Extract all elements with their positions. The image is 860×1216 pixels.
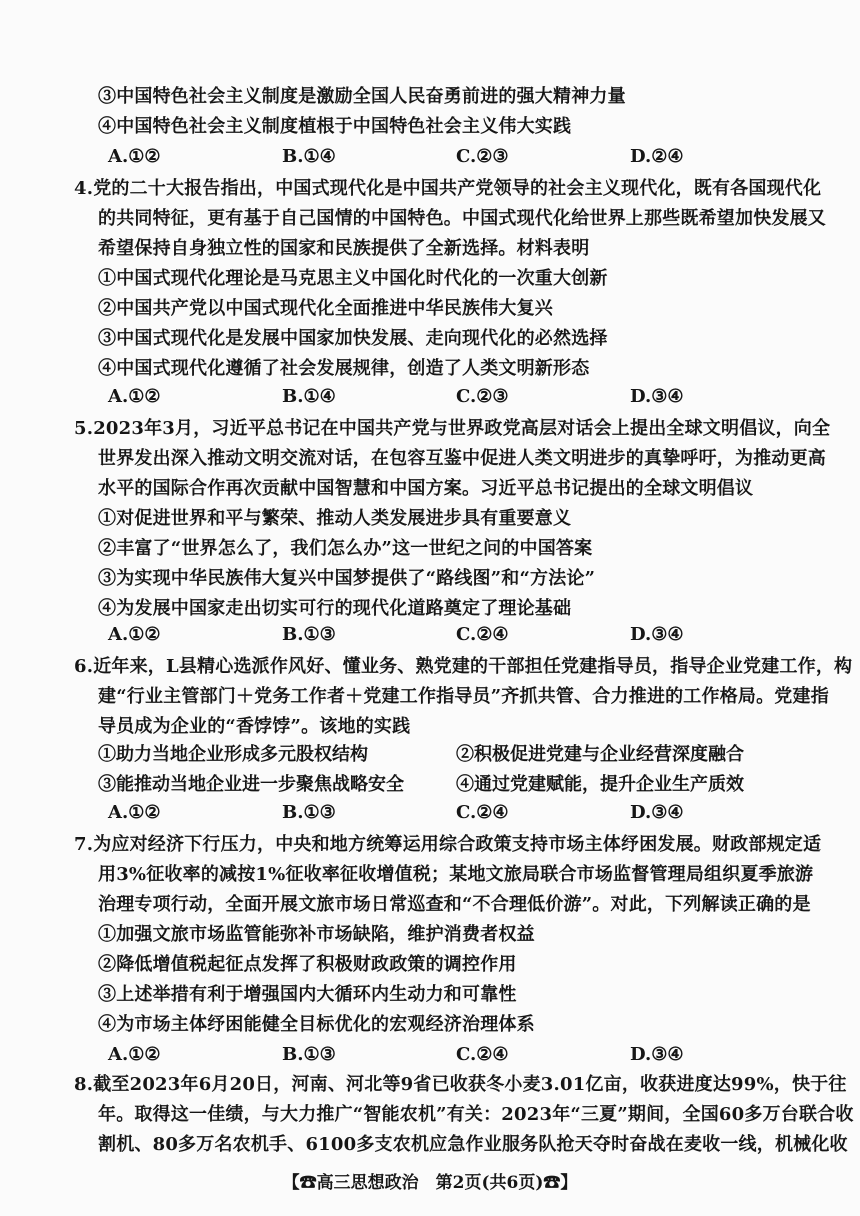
- q8-stem-line-2: 年。取得这一佳绩，与大力推广“智能农机”有关：2023年“三夏”期间，全国60多万台联合收: [98, 1104, 854, 1125]
- q5-stem-line-1: 5.2023年3月，习近平总书记在中国共产党与世界政党高层对话会上提出全球文明倡议，向全: [74, 418, 831, 439]
- q6-choice-a: A.①②: [108, 802, 161, 823]
- q7-option-3: ③上述举措有利于增强国内大循环内生动力和可靠性: [98, 984, 517, 1005]
- q4-choices: [108, 382, 708, 412]
- q5-option-2: ②丰富了“世界怎么了，我们怎么办”这一世纪之问的中国答案: [98, 538, 593, 559]
- q4-choice-d: D.③④: [630, 386, 684, 407]
- q7-choice-d: D.③④: [630, 1044, 684, 1065]
- q6-options-row-1: [98, 740, 778, 770]
- q5-option-3: ③为实现中华民族伟大复兴中国梦提供了“路线图”和“方法论”: [98, 568, 596, 589]
- q3-choice-c: C.②③: [456, 146, 509, 167]
- q3-choices: [108, 142, 708, 172]
- q4-stem-line-2: 的共同特征，更有基于自己国情的中国特色。中国式现代化给世界上那些既希望加快发展又: [98, 208, 826, 229]
- q7-stem-line-3: 治理专项行动，全面开展文旅市场日常巡查和“不合理低价游”。对此，下列解读正确的是: [98, 894, 811, 915]
- q5-choices: [108, 620, 708, 650]
- q7-choice-a: A.①②: [108, 1044, 161, 1065]
- q6-choices: [108, 798, 708, 828]
- page-footer: 【☎高三思想政治 第2页(共6页)☎】: [282, 1173, 578, 1193]
- q5-stem-line-3: 水平的国际合作再次贡献中国智慧和中国方案。习近平总书记提出的全球文明倡议: [98, 478, 754, 499]
- q6-choice-d: D.③④: [630, 802, 684, 823]
- q5-choice-c: C.②④: [456, 624, 509, 645]
- q4-stem-line-3: 希望保持自身独立性的国家和民族提供了全新选择。材料表明: [98, 238, 590, 259]
- q4-stem-line-1: 4.党的二十大报告指出，中国式现代化是中国共产党领导的社会主义现代化，既有各国现代化: [74, 178, 822, 199]
- q7-stem-line-2: 用3%征收率的减按1%征收率征收增值税；某地文旅局联合市场监督管理局组织夏季旅游: [98, 864, 814, 885]
- q3-choice-d: D.②④: [630, 146, 684, 167]
- q7-choice-c: C.②④: [456, 1044, 509, 1065]
- q5-option-4: ④为发展中国家走出切实可行的现代化道路奠定了理论基础: [98, 598, 572, 619]
- q7-stem-line-1: 7.为应对经济下行压力，中央和地方统筹运用综合政策支持市场主体纾困发展。财政部规定适: [74, 834, 822, 855]
- q6-option-1: ①助力当地企业形成多元股权结构: [98, 744, 368, 765]
- q6-stem-line-2: 建“行业主管部门＋党务工作者＋党建工作指导员”齐抓共管、合力推进的工作格局。党建指: [98, 686, 829, 707]
- q5-choice-b: B.①③: [282, 624, 336, 645]
- q7-choice-b: B.①③: [282, 1044, 336, 1065]
- q4-choice-b: B.①④: [282, 386, 336, 407]
- q6-option-2: ②积极促进党建与企业经营深度融合: [456, 744, 744, 765]
- q4-option-4: ④中国式现代化遵循了社会发展规律，创造了人类文明新形态: [98, 358, 590, 379]
- q3-choice-a: A.①②: [108, 146, 161, 167]
- q4-choice-c: C.②③: [456, 386, 509, 407]
- q7-option-4: ④为市场主体纾困能健全目标优化的宏观经济治理体系: [98, 1014, 535, 1035]
- q5-choice-a: A.①②: [108, 624, 161, 645]
- q3-option-3: ③中国特色社会主义制度是激励全国人民奋勇前进的强大精神力量: [98, 86, 626, 107]
- q6-option-3: ③能推动当地企业进一步聚焦战略安全: [98, 774, 404, 795]
- q5-stem-line-2: 世界发出深入推动文明交流对话，在包容互鉴中促进人类文明进步的真挚呼吁，为推动更高: [98, 448, 826, 469]
- q8-stem-line-3: 割机、80多万名农机手、6100多支农机应急作业服务队抢天夺时奋战在麦收一线，机械化收: [98, 1134, 848, 1155]
- q4-choice-a: A.①②: [108, 386, 161, 407]
- q8-stem-line-1: 8.截至2023年6月20日，河南、河北等9省已收获冬小麦3.01亿亩，收获进度达99%，快于往: [74, 1074, 847, 1095]
- q5-option-1: ①对促进世界和平与繁荣、推动人类发展进步具有重要意义: [98, 508, 572, 529]
- q5-choice-d: D.③④: [630, 624, 684, 645]
- q4-option-2: ②中国共产党以中国式现代化全面推进中华民族伟大复兴: [98, 298, 553, 319]
- q6-options-row-2: [98, 770, 778, 800]
- q7-option-2: ②降低增值税起征点发挥了积极财政政策的调控作用: [98, 954, 517, 975]
- q7-choices: [108, 1040, 708, 1070]
- q4-option-3: ③中国式现代化是发展中国家加快发展、走向现代化的必然选择: [98, 328, 608, 349]
- q6-choice-c: C.②④: [456, 802, 509, 823]
- q3-option-4: ④中国特色社会主义制度植根于中国特色社会主义伟大实践: [98, 116, 572, 137]
- q6-choice-b: B.①③: [282, 802, 336, 823]
- q6-option-4: ④通过党建赋能，提升企业生产质效: [456, 774, 744, 795]
- q6-stem-line-3: 导员成为企业的“香饽饽”。该地的实践: [98, 716, 411, 737]
- q6-stem-line-1: 6.近年来，L县精心选派作风好、懂业务、熟党建的干部担任党建指导员，指导企业党建工作，构: [74, 656, 853, 677]
- q4-option-1: ①中国式现代化理论是马克思主义中国化时代化的一次重大创新: [98, 268, 608, 289]
- q3-choice-b: B.①④: [282, 146, 336, 167]
- q7-option-1: ①加强文旅市场监管能弥补市场缺陷，维护消费者权益: [98, 924, 535, 945]
